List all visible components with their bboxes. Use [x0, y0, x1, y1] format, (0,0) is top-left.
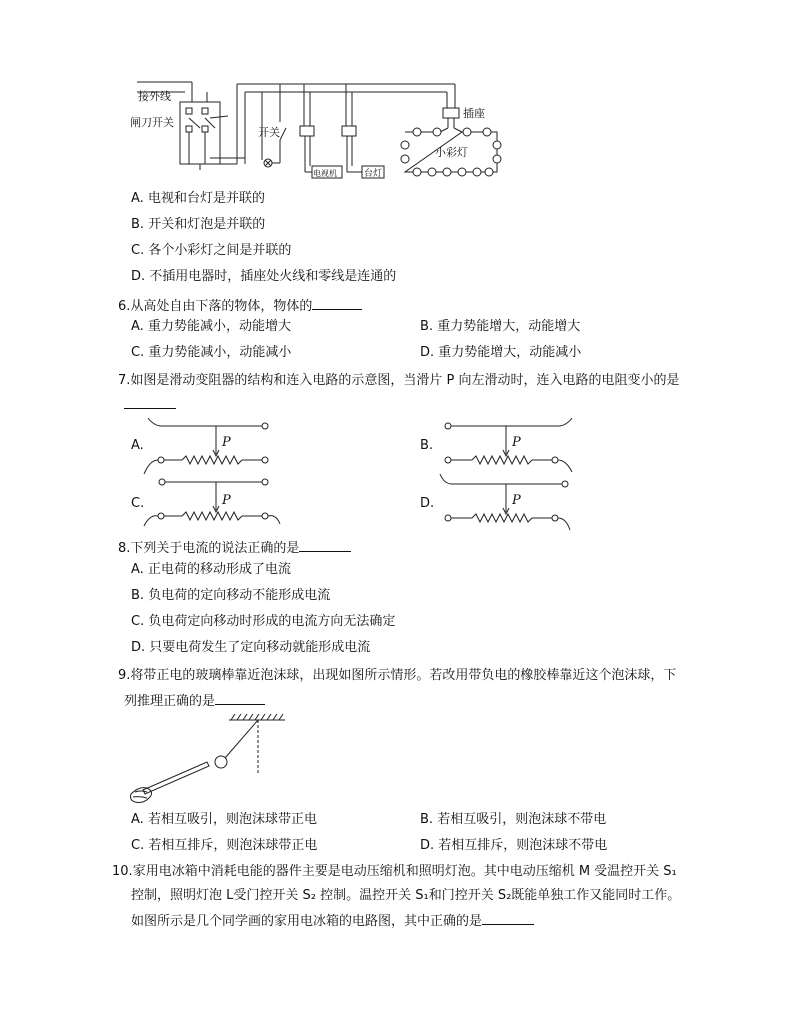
q9-option-c: C. 若相互排斥，则泡沫球带正电 [131, 838, 318, 853]
q7-stem: 7.如图是滑动变阻器的结构和连入电路的示意图，当滑片 P 向左滑动时，连入电路的电阻变小的是 [118, 373, 680, 388]
label-switch: 开关 [258, 126, 280, 139]
svg-text:P: P [222, 493, 231, 508]
q5-option-b: B. 开关和灯泡是并联的 [131, 217, 266, 232]
svg-text:P: P [512, 493, 521, 508]
q7-option-d-label: D. [420, 496, 435, 511]
q9-option-d: D. 若相互排斥，则泡沫球不带电 [420, 838, 608, 853]
rheostat-d [440, 474, 590, 534]
q9-stem-line1: 9.将带正电的玻璃棒靠近泡沫球，出现如图所示情形。若改用带负电的橡胶棒靠近这个泡沫球，下 [118, 668, 677, 683]
q9-option-a: A. 若相互吸引，则泡沫球带正电 [131, 812, 317, 827]
label-outer-wire: 接外线 [138, 90, 171, 103]
q9-stem-line2: 列推理正确的是 [124, 692, 265, 710]
q6-option-c: C. 重力势能减小，动能减小 [131, 345, 292, 360]
q10-line3: 如图所示是几个同学画的家用电冰箱的电路图，其中正确的是 [131, 912, 534, 930]
label-socket: 插座 [463, 107, 485, 120]
q5-option-a: A. 电视和台灯是并联的 [131, 191, 265, 206]
rheostat-b [440, 416, 580, 476]
svg-text:P: P [512, 435, 521, 450]
q8-option-b: B. 负电荷的定向移动不能形成电流 [131, 588, 331, 603]
rheostat-c [140, 474, 290, 534]
label-tv: 电视机 [313, 169, 337, 178]
q6-option-a: A. 重力势能减小，动能增大 [131, 319, 291, 334]
q6-option-b: B. 重力势能增大，动能增大 [420, 319, 581, 334]
svg-text:P: P [222, 435, 231, 450]
label-small-lamps: 小彩灯 [435, 146, 468, 159]
q9-option-b: B. 若相互吸引，则泡沫球不带电 [420, 812, 607, 827]
q7-option-b-label: B. [420, 438, 434, 453]
q7-option-c-label: C. [131, 496, 145, 511]
q8-option-c: C. 负电荷定向移动时形成的电流方向无法确定 [131, 614, 396, 629]
q6-option-d: D. 重力势能增大，动能减小 [420, 345, 582, 360]
q8-option-d: D. 只要电荷发生了定向移动就能形成电流 [131, 640, 371, 655]
q10-line1: 10.家用电冰箱中消耗电能的器件主要是电动压缩机和照明灯泡。其中电动压缩机 M 受温控开关 S₁ [112, 864, 677, 879]
q6-stem: 6.从高处自由下落的物体，物体的 [118, 297, 362, 315]
q5-option-d: D. 不插用电器时，插座处火线和零线是连通的 [131, 269, 397, 284]
rheostat-a [140, 416, 280, 476]
household-circuit-figure [0, 0, 794, 190]
q7-option-a-label: A. [131, 438, 144, 453]
q10-line2: 控制，照明灯泡 L受门控开关 S₂ 控制。温控开关 S₁和门控开关 S₂既能单独工作又能同时工作。 [131, 888, 681, 903]
label-desk-lamp: 台灯 [364, 169, 383, 179]
charged-rod-and-foam-ball-figure [125, 712, 315, 812]
q5-option-c: C. 各个小彩灯之间是并联的 [131, 243, 292, 258]
label-knife-switch: 闸刀开关 [130, 116, 174, 129]
q8-option-a: A. 正电荷的移动形成了电流 [131, 562, 291, 577]
q8-stem: 8.下列关于电流的说法正确的是 [118, 539, 351, 557]
